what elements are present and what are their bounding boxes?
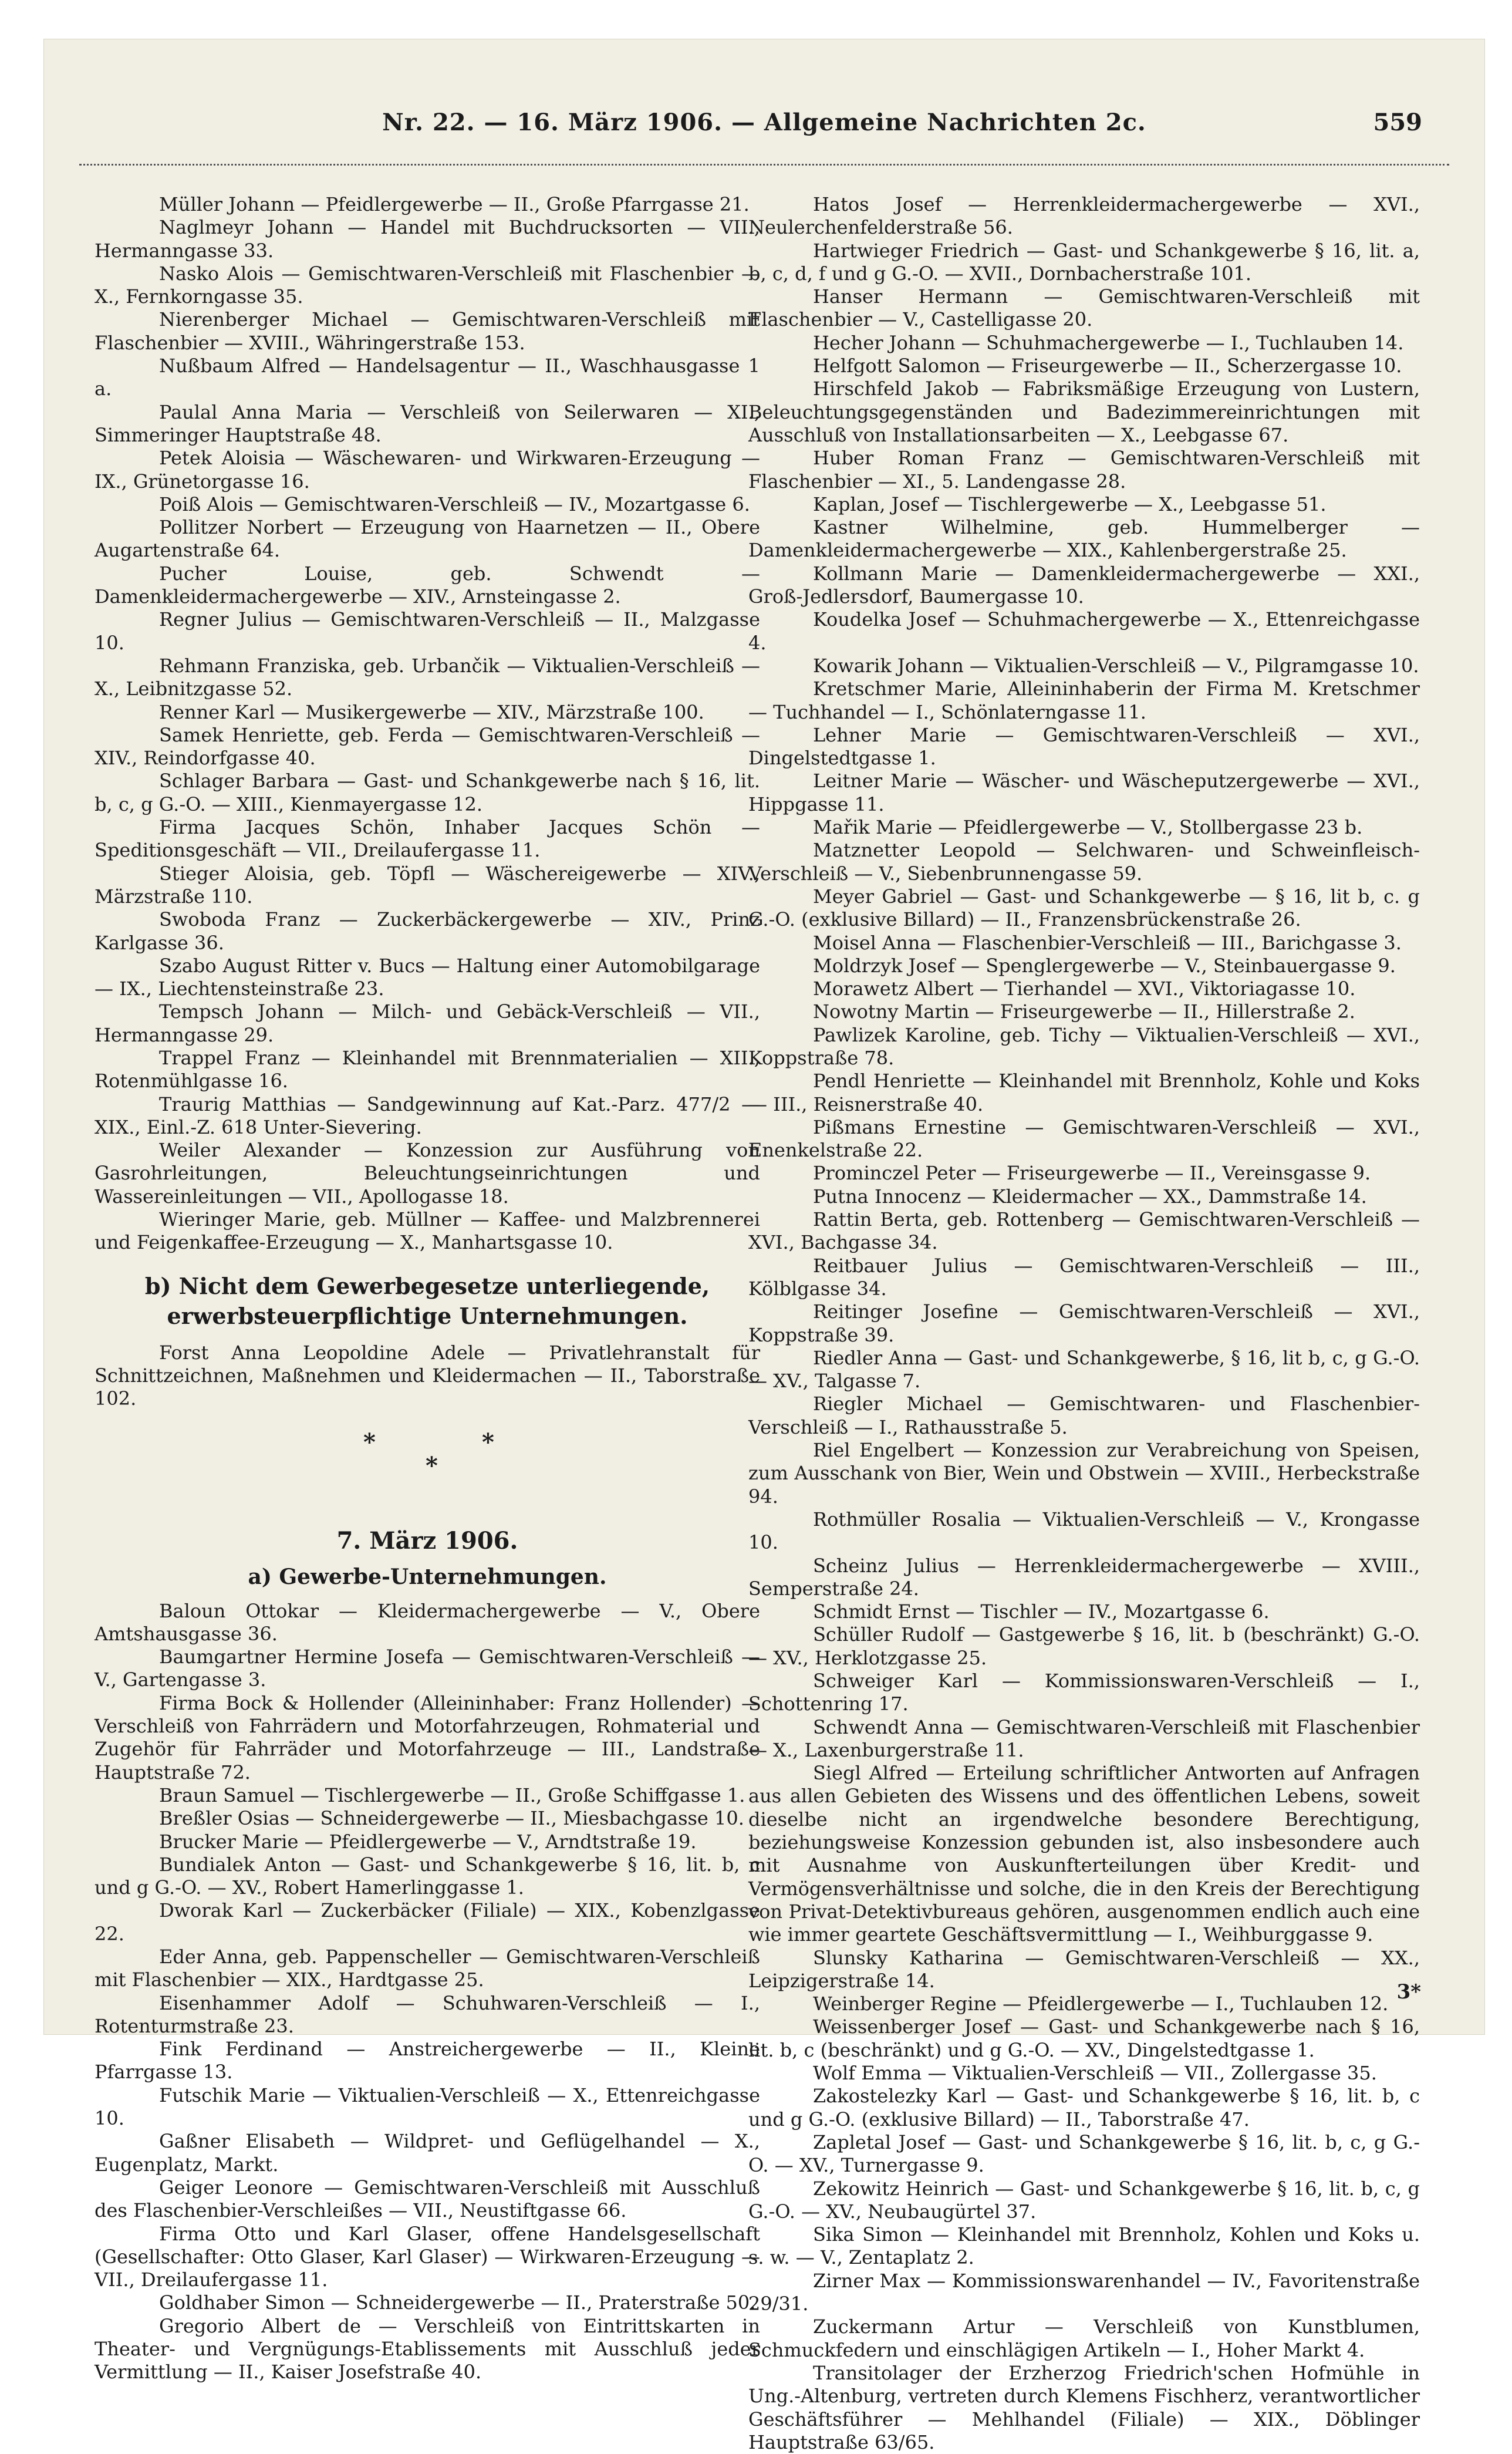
- list-item: Poiß Alois — Gemischtwaren-Verschleiß — IV., Mozartgasse 6.: [159, 493, 750, 515]
- section-separator: [95, 1411, 760, 1493]
- list-item: Firma Jacques Schön, Inhaber Jacques Schön — Speditionsgeschäft — VII., Dreilaufergasse 11.: [95, 816, 760, 862]
- list-item: Brucker Marie — Pfeidlergewerbe — V., Arndtstraße 19.: [159, 1830, 697, 1853]
- list-item: Baloun Ottokar — Kleidermachergewerbe — V., Obere Amtshausgasse 36.: [95, 1599, 760, 1645]
- list-item: Riel Engelbert — Konzession zur Verabreichung von Speisen, zum Ausschank von Bier, Wein und Obstwein — XVIII., Herbeckstraße 94.: [748, 1439, 1420, 1508]
- section-b-heading: b) Nicht dem Gewerbegesetze unterliegende, erwerbsteuerpflichtige Unternehmungen.: [144, 1272, 710, 1329]
- list-item: Schweiger Karl — Kommissionswaren-Verschleiß — I., Schottenring 17.: [748, 1670, 1420, 1715]
- list-item: Slunsky Katharina — Gemischtwaren-Verschleiß — XX., Leipzigerstraße 14.: [748, 1946, 1420, 1992]
- list-item: Scheinz Julius — Herrenkleidermachergewerbe — XVIII., Semperstraße 24.: [748, 1554, 1420, 1600]
- list-item: Pawlizek Karoline, geb. Tichy — Viktualien-Verschleiß — XVI., Koppstraße 78.: [748, 1023, 1420, 1069]
- list-item: Kaplan, Josef — Tischlergewerbe — X., Leebgasse 51.: [813, 493, 1327, 515]
- list-item: Kretschmer Marie, Alleininhaberin der Firma M. Kretschmer — Tuchhandel — I., Schönlaterngasse 11.: [748, 677, 1420, 723]
- list-item: Zakostelezky Karl — Gast- und Schankgewerbe § 16, lit. b, c und g G.-O. (exklusive Billard) — II., Taborstraße 47.: [748, 2085, 1420, 2131]
- list-item: Weissenberger Josef — Gast- und Schankgewerbe nach § 16, lit. b, c (beschränkt) und g G.-O. — XV., Dingelstedtgasse 1.: [748, 2015, 1420, 2061]
- list-item: Helfgott Salomon — Friseurgewerbe — II., Scherzergasse 10.: [813, 355, 1402, 377]
- list-item: Goldhaber Simon — Schneidergewerbe — II., Praterstraße 50.: [159, 2291, 756, 2314]
- list-item: Riegler Michael — Gemischtwaren- und Flaschenbier-Verschleiß — I., Rathausstraße 5.: [748, 1393, 1420, 1438]
- list-item: Hirschfeld Jakob — Fabriksmäßige Erzeugung von Lustern, Beleuchtungsgegenständen und Badezimmereinrichtungen mit Ausschluß von Installationsarbeiten — X., Leebgasse 67.: [748, 377, 1420, 446]
- list-item: Huber Roman Franz — Gemischtwaren-Verschleiß mit Flaschenbier — XI., 5. Landengasse 28.: [748, 447, 1420, 493]
- list-item: Pißmans Ernestine — Gemischtwaren-Verschleiß — XVI., Enenkelstraße 22.: [748, 1115, 1420, 1162]
- list-item: Szabo August Ritter v. Bucs — Haltung einer Automobilgarage — IX., Liechtensteinstraße 23.: [95, 954, 760, 1000]
- entry-list-right: [748, 193, 1420, 2454]
- page-number: 559: [1373, 109, 1422, 136]
- list-item: Futschik Marie — Viktualien-Verschleiß — X., Ettenreichgasse 10.: [95, 2084, 760, 2130]
- header-title: Nr. 22. — 16. März 1906. — Allgemeine Nachrichten 2c.: [382, 109, 1146, 136]
- entry-list-a: [95, 193, 760, 1255]
- list-item: Trappel Franz — Kleinhandel mit Brennmaterialien — XII., Rotenmühlgasse 16.: [95, 1046, 760, 1093]
- list-item: Pollitzer Norbert — Erzeugung von Haarnetzen — II., Obere Augartenstraße 64.: [95, 516, 760, 562]
- list-item: Fink Ferdinand — Anstreichergewerbe — II., Kleine Pfarrgasse 13.: [95, 2038, 760, 2084]
- list-item: Swoboda Franz — Zuckerbäckergewerbe — XIV., Prinz Karlgasse 36.: [95, 908, 760, 954]
- list-item: Transitolager der Erzherzog Friedrich'schen Hofmühle in Ung.-Altenburg, vertreten durch Klemens Fischherz, verantwortlicher Geschäftsführer — Mehlhandel (Filiale) — XIX., Döblinger Hauptstraße 63/65.: [748, 2361, 1420, 2453]
- list-item: Kollmann Marie — Damenkleidermachergewerbe — XXI., Groß-Jedlersdorf, Baumergasse 10.: [748, 562, 1420, 608]
- list-item: Eisenhammer Adolf — Schuhwaren-Verschleiß — I., Rotenturmstraße 23.: [95, 1991, 760, 2037]
- list-item: Breßler Osias — Schneidergewerbe — II., Miesbachgasse 10.: [159, 1807, 744, 1830]
- list-item: Meyer Gabriel — Gast- und Schankgewerbe — § 16, lit b, c. g G.-O. (exklusive Billard) — II., Franzensbrückenstraße 26.: [748, 885, 1420, 931]
- list-item: Nußbaum Alfred — Handelsagentur — II., Waschhausgasse 1 a.: [95, 355, 760, 400]
- list-item: Renner Karl — Musikergewerbe — XIV., Märzstraße 100.: [159, 700, 704, 723]
- list-item: Rothmüller Rosalia — Viktualien-Verschleiß — V., Krongasse 10.: [748, 1508, 1420, 1554]
- list-item: Gaßner Elisabeth — Wildpret- und Geflügelhandel — X., Eugenplatz, Markt.: [95, 2130, 760, 2176]
- signature-mark: 3*: [1396, 1980, 1421, 2004]
- list-item: Wolf Emma — Viktualien-Verschleiß — VII., Zollergasse 35.: [813, 2062, 1377, 2085]
- list-item: Nasko Alois — Gemischtwaren-Verschleiß mit Flaschenbier — X., Fernkorngasse 35.: [95, 262, 760, 308]
- date-heading: 7. März 1906.: [336, 1526, 518, 1555]
- list-item: Paulal Anna Maria — Verschleiß von Seilerwaren — XI., Simmeringer Hauptstraße 48.: [95, 400, 760, 446]
- list-item: Hatos Josef — Herrenkleidermachergewerbe — XVI., Neulerchenfelderstraße 56.: [748, 193, 1420, 239]
- list-item: Pendl Henriette — Kleinhandel mit Brennholz, Kohle und Koks — III., Reisnerstraße 40.: [748, 1070, 1420, 1115]
- list-item: Pucher Louise, geb. Schwendt — Damenkleidermachergewerbe — XIV., Arnsteingasse 2.: [95, 562, 760, 608]
- newspaper-page: [43, 39, 1485, 2453]
- list-item: Firma Otto und Karl Glaser, offene Handelsgesellschaft (Gesellschafter: Otto Glaser, Karl Glaser) — Wirkwaren-Erzeugung — VII., Dreilaufergasse 11.: [95, 2222, 760, 2291]
- list-item: Schmidt Ernst — Tischler — IV., Mozartgasse 6.: [813, 1600, 1270, 1623]
- list-item: Sika Simon — Kleinhandel mit Brennholz, Kohlen und Koks u. s. w. — V., Zentaplatz 2.: [748, 2223, 1420, 2269]
- left-column: [95, 193, 760, 2384]
- list-item: Moldrzyk Josef — Spenglergewerbe — V., Steinbauergasse 9.: [813, 954, 1396, 977]
- list-item: Tempsch Johann — Milch- und Gebäck-Verschleiß — VII., Hermanngasse 29.: [95, 1000, 760, 1046]
- list-item: Zuckermann Artur — Verschleiß von Kunstblumen, Schmuckfedern und einschlägigen Artikeln — I., Hoher Markt 4.: [748, 2315, 1420, 2361]
- list-item: Koudelka Josef — Schuhmachergewerbe — X., Ettenreichgasse 4.: [748, 608, 1420, 654]
- section-a-heading: a) Gewerbe-Unternehmungen.: [248, 1564, 607, 1589]
- separator-star: *: [363, 1428, 376, 1456]
- separator-star: *: [482, 1428, 494, 1456]
- header-divider: [79, 164, 1449, 166]
- list-item: Schwendt Anna — Gemischtwaren-Verschleiß mit Flaschenbier — X., Laxenburgerstraße 11.: [748, 1715, 1420, 1761]
- list-item: Hartwieger Friedrich — Gast- und Schankgewerbe § 16, lit. a, b, c, d, f und g G.-O. — XVII., Dornbacherstraße 101.: [748, 239, 1420, 285]
- separator-star: *: [426, 1451, 438, 1479]
- entry-list-c: [95, 1600, 760, 2384]
- list-item: Hanser Hermann — Gemischtwaren-Verschleiß mit Flaschenbier — V., Castelligasse 20.: [748, 285, 1420, 331]
- list-item: Rehmann Franziska, geb. Urbančik — Viktualien-Verschleiß — X., Leibnitzgasse 52.: [95, 654, 760, 700]
- list-item: Nowotny Martin — Friseurgewerbe — II., Hillerstraße 2.: [813, 1000, 1355, 1023]
- list-item: Stieger Aloisia, geb. Töpfl — Wäschereigewerbe — XIV., Märzstraße 110.: [95, 862, 760, 908]
- list-item: Schüller Rudolf — Gastgewerbe § 16, lit. b (beschränkt) G.-O. — XV., Herklotzgasse 25.: [748, 1623, 1420, 1669]
- list-item: Geiger Leonore — Gemischtwaren-Verschleiß mit Ausschluß des Flaschenbier-Verschleißes — VII., Neustiftgasse 66.: [95, 2176, 760, 2222]
- list-item: Traurig Matthias — Sandgewinnung auf Kat.-Parz. 477/2 — XIX., Einl.-Z. 618 Unter-Sievering.: [95, 1093, 760, 1138]
- list-item: Zekowitz Heinrich — Gast- und Schankgewerbe § 16, lit. b, c, g G.-O. — XV., Neubaugürtel 37.: [748, 2177, 1420, 2223]
- list-item: Reitinger Josefine — Gemischtwaren-Verschleiß — XVI., Koppstraße 39.: [748, 1300, 1420, 1346]
- list-item: Gregorio Albert de — Verschleiß von Eintrittskarten in Theater- und Vergnügungs-Etablissements mit Ausschluß jeder Vermittlung — II., Kaiser Josefstraße 40.: [95, 2314, 760, 2384]
- list-item: Weiler Alexander — Konzession zur Ausführung von Gasrohrleitungen, Beleuchtungseinrichtungen und Wassereinleitungen — VII., Apollogasse 18.: [95, 1139, 760, 1208]
- list-item: Regner Julius — Gemischtwaren-Verschleiß — II., Malzgasse 10.: [95, 608, 760, 654]
- list-item: Nierenberger Michael — Gemischtwaren-Verschleiß mit Flaschenbier — XVIII., Währingerstraße 153.: [95, 308, 760, 354]
- list-item: Zirner Max — Kommissionswarenhandel — IV., Favoritenstraße 29/31.: [748, 2269, 1420, 2315]
- list-item: Kowarik Johann — Viktualien-Verschleiß — V., Pilgramgasse 10.: [813, 654, 1419, 677]
- list-item: Siegl Alfred — Erteilung schriftlicher Antworten auf Anfragen aus allen Gebieten des Wissens und des öffentlichen Lebens, soweit dieselbe nicht an irgendwelche besondere Berechtigung, beziehungsweise Konzession gebunden ist, also insbesondere auch mit Ausnahme von Auskunfterteilungen über Kredit- und Vermögensverhältnisse und solche, die in den Kreis der Berechtigung von Privat-Detektivbureaus gehören, ausgenommen endlich auch eine wie immer geartete Geschäftsvermittlung — I., Weihburggasse 9.: [748, 1762, 1420, 1946]
- list-item: Leitner Marie — Wäscher- und Wäscheputzergewerbe — XVI., Hippgasse 11.: [748, 770, 1420, 815]
- list-item: Putna Innocenz — Kleidermacher — XX., Dammstraße 14.: [813, 1185, 1367, 1208]
- list-item: Matznetter Leopold — Selchwaren- und Schweinfleisch-Verschleiß — V., Siebenbrunnengasse 59.: [748, 839, 1420, 885]
- list-item: Reitbauer Julius — Gemischtwaren-Verschleiß — III., Kölblgasse 34.: [748, 1254, 1420, 1300]
- list-item: Moisel Anna — Flaschenbier-Verschleiß — III., Barichgasse 3.: [813, 931, 1402, 954]
- list-item: Hecher Johann — Schuhmachergewerbe — I., Tuchlauben 14.: [813, 331, 1404, 354]
- list-item: Forst Anna Leopoldine Adele — Privatlehranstalt für Schnittzeichnen, Maßnehmen und Kleidermachen — II., Taborstraße 102.: [95, 1341, 760, 1410]
- list-item: Baumgartner Hermine Josefa — Gemischtwaren-Verschleiß — V., Gartengasse 3.: [95, 1646, 760, 1691]
- list-item: Zapletal Josef — Gast- und Schankgewerbe § 16, lit. b, c, g G.-O. — XV., Turnergasse 9.: [748, 2131, 1420, 2177]
- list-item: Rattin Berta, geb. Rottenberg — Gemischtwaren-Verschleiß — XVI., Bachgasse 34.: [748, 1208, 1420, 1254]
- list-item: Lehner Marie — Gemischtwaren-Verschleiß — XVI., Dingelstedtgasse 1.: [748, 723, 1420, 770]
- list-item: Samek Henriette, geb. Ferda — Gemischtwaren-Verschleiß — XIV., Reindorfgasse 40.: [95, 723, 760, 770]
- right-column: [748, 193, 1420, 2454]
- list-item: Dworak Karl — Zuckerbäcker (Filiale) — XIX., Kobenzlgasse 22.: [95, 1899, 760, 1945]
- list-item: Braun Samuel — Tischlergewerbe — II., Große Schiffgasse 1.: [159, 1784, 745, 1806]
- list-item: Riedler Anna — Gast- und Schankgewerbe, § 16, lit b, c, g G.-O. — XV., Talgasse 7.: [748, 1346, 1420, 1393]
- list-item: Mařik Marie — Pfeidlergewerbe — V., Stollbergasse 23 b.: [813, 816, 1363, 839]
- list-item: Eder Anna, geb. Pappenscheller — Gemischtwaren-Verschleiß mit Flaschenbier — XIX., Hardtgasse 25.: [95, 1946, 760, 1991]
- list-item: Prominczel Peter — Friseurgewerbe — II., Vereinsgasse 9.: [813, 1162, 1371, 1185]
- list-item: Müller Johann — Pfeidlergewerbe — II., Große Pfarrgasse 21.: [159, 193, 750, 215]
- list-item: Morawetz Albert — Tierhandel — XVI., Viktoriagasse 10.: [813, 977, 1356, 1000]
- list-item: Schlager Barbara — Gast- und Schankgewerbe nach § 16, lit. b, c, g G.-O. — XIII., Kienmayergasse 12.: [95, 770, 760, 815]
- list-item: Firma Bock & Hollender (Alleininhaber: Franz Hollender) — Verschleiß von Fahrrädern und Motorfahrzeugen, Rohmaterial und Zugehör für Fahrräder und Motorfahrzeuge — III., Landstraße Hauptstraße 72.: [95, 1691, 760, 1784]
- list-item: Petek Aloisia — Wäschewaren- und Wirkwaren-Erzeugung — IX., Grünetorgasse 16.: [95, 447, 760, 493]
- list-item: Bundialek Anton — Gast- und Schankgewerbe § 16, lit. b, c und g G.-O. — XV., Robert Hamerlinggasse 1.: [95, 1853, 760, 1899]
- list-item: Naglmeyr Johann — Handel mit Buchdrucksorten — VII., Hermanngasse 33.: [95, 216, 760, 262]
- list-item: Wieringer Marie, geb. Müllner — Kaffee- und Malzbrennerei und Feigenkaffee-Erzeugung — X., Manhartsgasse 10.: [95, 1208, 760, 1254]
- page-header: [44, 109, 1484, 150]
- list-item: Weinberger Regine — Pfeidlergewerbe — I., Tuchlauben 12.: [813, 1993, 1389, 2015]
- entry-list-b: [95, 1341, 760, 1411]
- list-item: Kastner Wilhelmine, geb. Hummelberger — Damenkleidermachergewerbe — XIX., Kahlenbergerstraße 25.: [748, 516, 1420, 562]
